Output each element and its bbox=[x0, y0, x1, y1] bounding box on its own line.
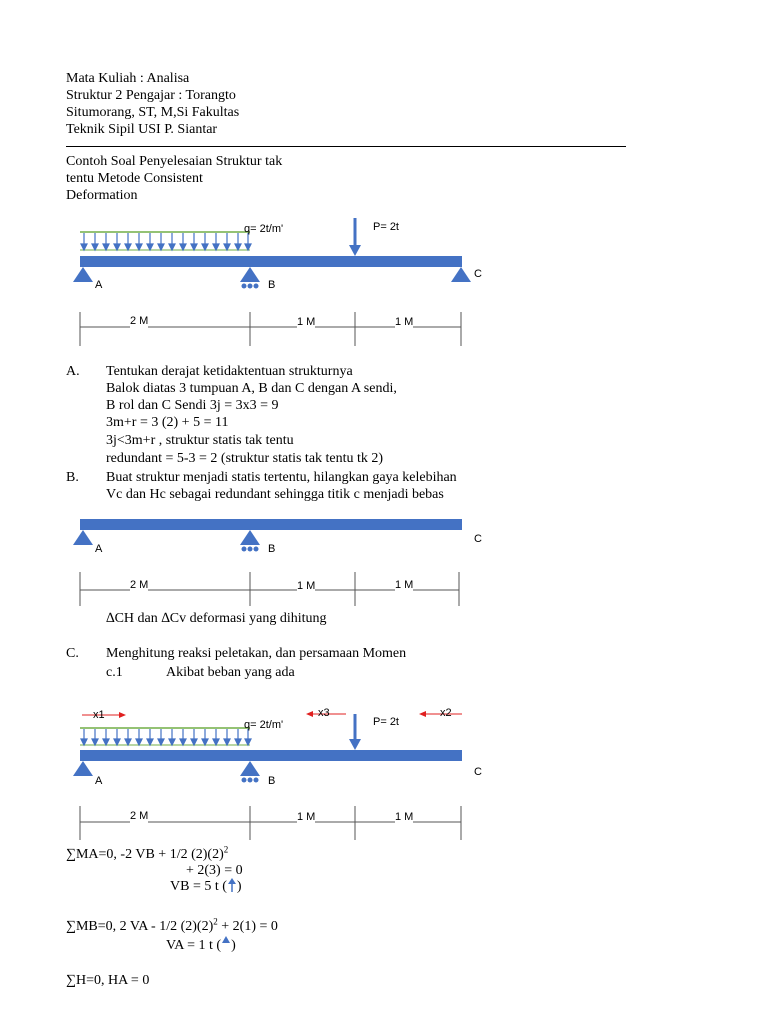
equation-mb-line-1: ∑MB=0, 2 VA - 1/2 $(2)(2)^2 + 2(1) = 0$ bbox=[66, 916, 278, 934]
header-line-2: Struktur 2 Pengajar : Torangto bbox=[66, 88, 236, 103]
load-q-label: q= 2t/m' bbox=[244, 223, 284, 235]
section-a-label: A. bbox=[66, 364, 80, 379]
dimension-label-3: 1 M bbox=[395, 577, 413, 594]
diagram-2-caption: ∆CH dan ∆Cv deformasi yang dihitung bbox=[106, 611, 327, 626]
arrow-up-icon bbox=[221, 935, 231, 947]
section-c-label: C. bbox=[66, 646, 79, 661]
dimension-label-1: 2 M bbox=[130, 313, 148, 330]
support-a-label: A bbox=[95, 775, 103, 787]
dimension-label-2: 1 M bbox=[297, 314, 315, 331]
equation-ma-line-3: VB = 5 t ( ) bbox=[170, 879, 242, 894]
section-a-line-1: Tentukan derajat ketidaktentuan strukturnya bbox=[106, 364, 353, 379]
title-line-1: Contoh Soal Penyelesaian Struktur tak bbox=[66, 154, 283, 169]
dimension-label-1: 2 M bbox=[130, 808, 148, 825]
section-a-line-6: redundant = 5-3 = 2 (struktur statis tak tentu tk 2) bbox=[106, 451, 384, 466]
section-a-line-3: B rol dan C Sendi 3j = 3x3 = 9 bbox=[106, 398, 279, 413]
support-a-hinge bbox=[73, 761, 93, 776]
load-p-label: P= 2t bbox=[373, 716, 399, 728]
point-load-arrow bbox=[349, 714, 361, 750]
dimension-label-2: 1 M bbox=[297, 809, 315, 826]
section-b-line-1: Buat struktur menjadi statis tertentu, hilangkan gaya kelebihan bbox=[106, 470, 457, 485]
distributed-load-q bbox=[80, 728, 251, 745]
header-line-1: Mata Kuliah : Analisa bbox=[66, 71, 190, 86]
section-c1-label: c.1 bbox=[106, 665, 123, 680]
support-b-roller bbox=[240, 761, 260, 783]
dimension-label-3: 1 M bbox=[395, 809, 413, 826]
section-a-line-4: 3m+r = 3 (2) + 5 = 11 bbox=[106, 415, 229, 430]
dimension-label-3: 1 M bbox=[395, 314, 413, 331]
equation-h: ∑H=0, HA = 0 bbox=[66, 973, 150, 988]
support-b-label: B bbox=[268, 279, 276, 291]
support-b-label: B bbox=[268, 543, 276, 555]
equation-ma-line-1: ∑MA=0, -2 VB + 1/2 $(2)(2)^2$ bbox=[66, 844, 229, 862]
redundant-x3-label: x3 bbox=[318, 707, 330, 719]
equation-mb-line-2: VA = 1 t ( ) bbox=[166, 935, 236, 954]
section-a-line-5: 3j<3m+r , struktur statis tak tentu bbox=[106, 433, 294, 448]
beam-3 bbox=[80, 750, 462, 761]
load-p-label: P= 2t bbox=[373, 221, 399, 233]
support-a-label: A bbox=[95, 279, 103, 291]
title-line-3: Deformation bbox=[66, 188, 138, 203]
redundant-x2-label: x2 bbox=[440, 707, 452, 719]
section-c1-text: Akibat beban yang ada bbox=[166, 665, 295, 680]
header-line-3: Situmorang, ST, M,Si Fakultas bbox=[66, 105, 240, 120]
section-a-line-2: Balok diatas 3 tumpuan A, B dan C dengan A sendi, bbox=[106, 381, 397, 396]
section-c-line-1: Menghitung reaksi peletakan, dan persamaan Momen bbox=[106, 646, 407, 661]
support-c-label: C bbox=[474, 533, 482, 545]
section-b-label: B. bbox=[66, 470, 79, 485]
redundant-x1-label: x1 bbox=[93, 709, 105, 721]
support-c-label: C bbox=[474, 766, 482, 778]
support-b-label: B bbox=[268, 775, 276, 787]
load-q-label: q= 2t/m' bbox=[244, 719, 284, 731]
arrow-up-icon bbox=[227, 878, 237, 892]
title-line-2: tentu Metode Consistent bbox=[66, 171, 203, 186]
equation-ma-line-2: + 2(3) = 0 bbox=[186, 863, 243, 878]
dimension-label-2: 1 M bbox=[297, 578, 315, 595]
section-b-line-2: Vc dan Hc sebagai redundant sehingga titik c menjadi bebas bbox=[106, 487, 444, 502]
header-line-4: Teknik Sipil USI P. Siantar bbox=[66, 122, 218, 137]
support-a-label: A bbox=[95, 543, 103, 555]
support-c-label: C bbox=[474, 268, 482, 280]
dimension-label-1: 2 M bbox=[130, 577, 148, 594]
